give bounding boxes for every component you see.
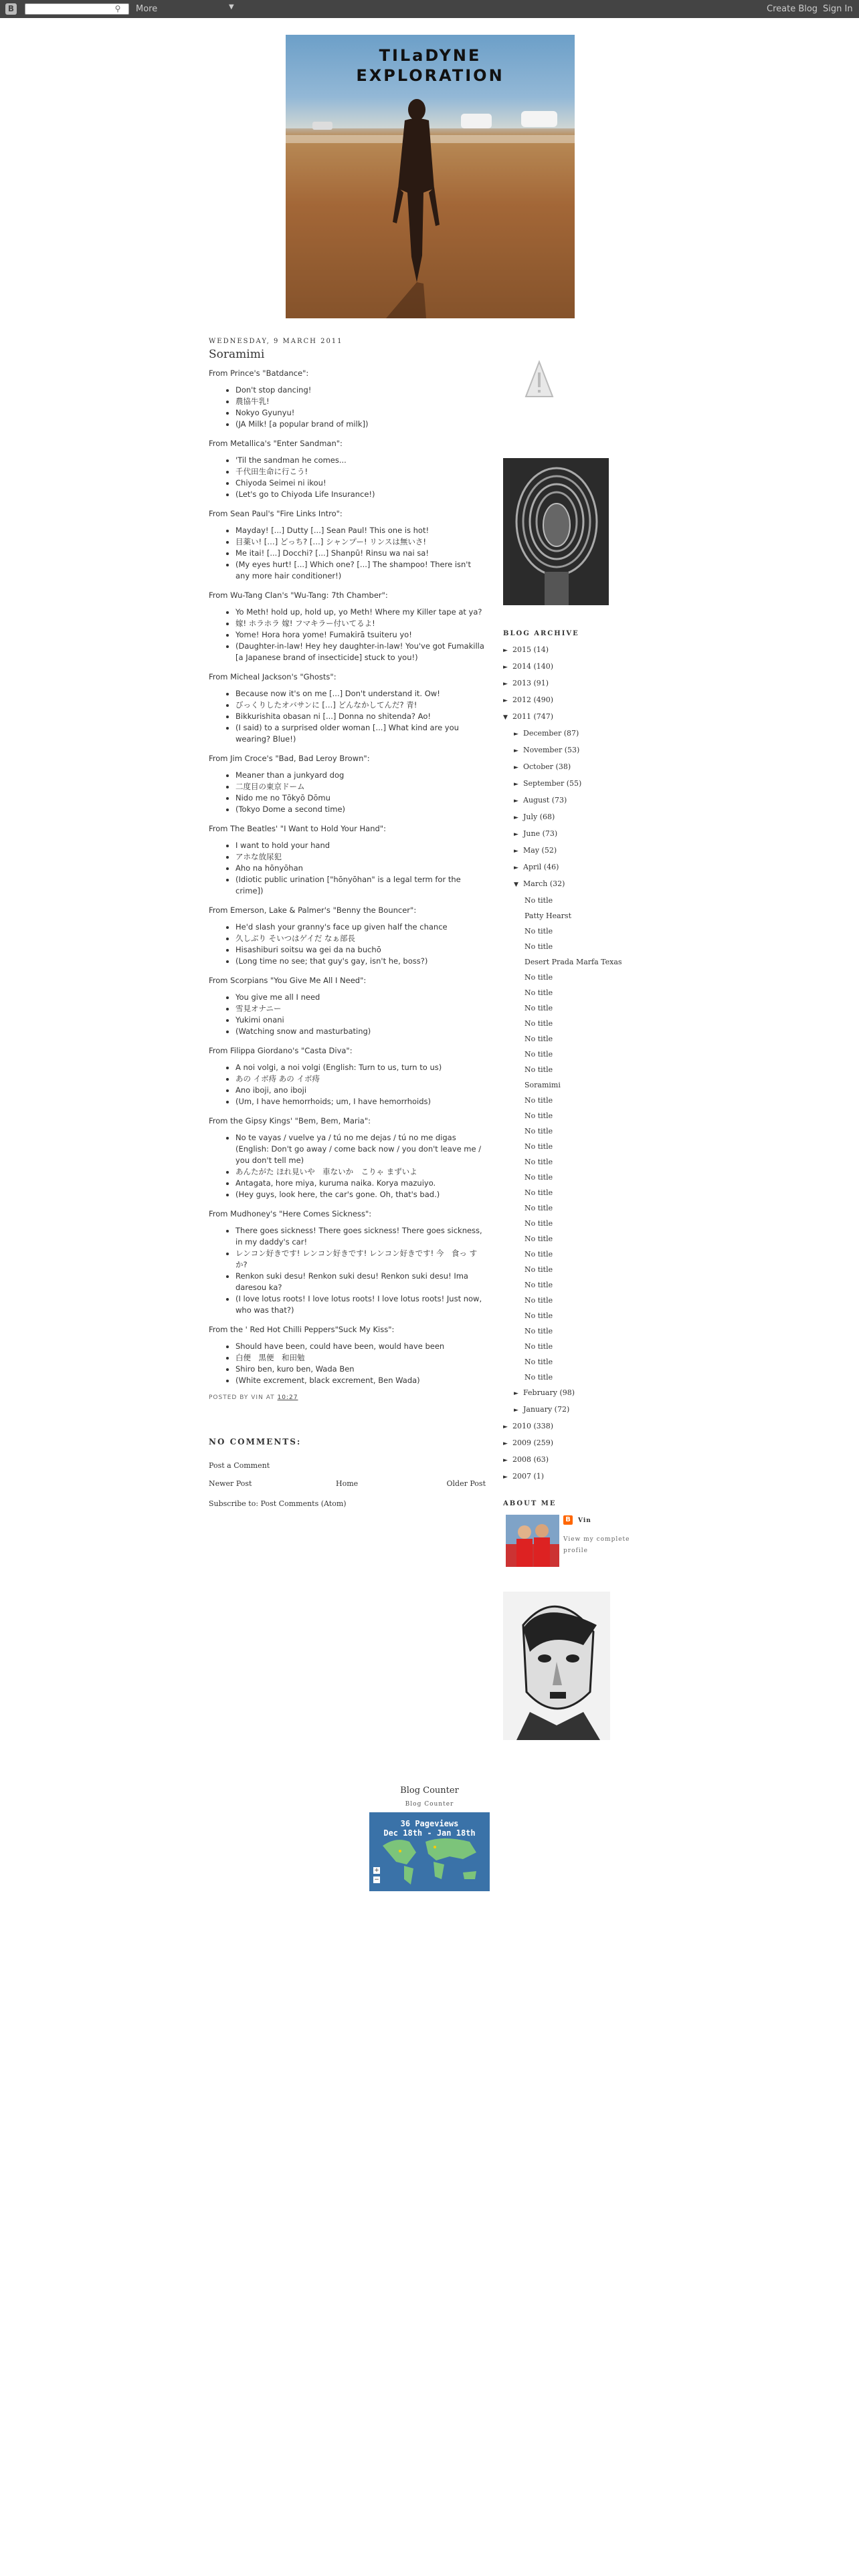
lyrics-line: • Antagata, hore miya, kuruma naika. Korya mazuiyo. bbox=[235, 1178, 486, 1189]
post-body bbox=[209, 368, 486, 1386]
archive-link[interactable]: 2013 bbox=[512, 679, 531, 687]
collapsed-toggle-icon[interactable]: ► bbox=[503, 1440, 508, 1447]
section-intro: From Mudhoney's "Here Comes Sickness": bbox=[209, 1209, 372, 1218]
lyrics-line: • Meaner than a junkyard dog bbox=[235, 770, 486, 781]
archive-count: (91) bbox=[533, 679, 549, 687]
lyrics-list bbox=[209, 607, 486, 663]
profile-name[interactable]: Vin bbox=[578, 1517, 591, 1524]
blog-header-image[interactable] bbox=[286, 35, 575, 318]
lyrics-line: • Because now it's on me [...] Don't understand it. Ow! bbox=[235, 688, 486, 700]
lyrics-line: • Yo Meth! hold up, hold up, yo Meth! Where my Killer tape at ya? bbox=[235, 607, 486, 618]
pageviews-map-widget[interactable] bbox=[369, 1812, 490, 1891]
archive-link[interactable]: 2009 bbox=[512, 1438, 531, 1447]
archive-link[interactable]: 2012 bbox=[512, 695, 531, 704]
archive-count: (32) bbox=[549, 879, 565, 888]
lyrics-line: • You give me all I need bbox=[235, 992, 486, 1003]
collapsed-toggle-icon[interactable]: ► bbox=[514, 748, 518, 754]
section-intro: From Filippa Giordano's "Casta Diva": bbox=[209, 1046, 353, 1055]
collapsed-toggle-icon[interactable]: ► bbox=[514, 1390, 518, 1397]
archive-year-2010 bbox=[503, 1418, 664, 1435]
navbar bbox=[0, 0, 859, 18]
create-blog-link[interactable]: Create Blog bbox=[767, 4, 818, 14]
archive-post-link[interactable]: No title bbox=[524, 1019, 553, 1028]
archive-post-link[interactable]: No title bbox=[524, 1342, 553, 1351]
post-author[interactable]: VIN bbox=[251, 1394, 264, 1401]
lyrics-line: • (Daughter-in-law! Hey hey daughter-in-law! You've got Fumakilla [a Japanese brand of insecticide] stuck to you!) bbox=[235, 641, 486, 663]
blog-counter-link[interactable]: Blog Counter bbox=[405, 1801, 454, 1808]
archive-link[interactable]: February bbox=[523, 1388, 557, 1397]
section-intro: From Prince's "Batdance": bbox=[209, 368, 309, 378]
lyrics-list bbox=[209, 455, 486, 500]
archive-year-2008 bbox=[503, 1452, 664, 1469]
archive-link[interactable]: November bbox=[523, 746, 563, 754]
lyrics-line: • (Um, I have hemorrhoids; um, I have hemorrhoids) bbox=[235, 1096, 486, 1107]
archive-link[interactable]: June bbox=[523, 829, 541, 838]
section-intro: From Metallica's "Enter Sandman": bbox=[209, 439, 343, 448]
lyrics-line: • No te vayas / vuelve ya / tú no me dejas / tú no me digas (English: Don't go away / come back now / you don't leave me / you don't tell me) bbox=[235, 1132, 486, 1166]
archive-post-link[interactable]: Desert Prada Marfa Texas bbox=[524, 958, 622, 966]
archive-count: (98) bbox=[559, 1388, 575, 1397]
collapsed-toggle-icon[interactable]: ► bbox=[514, 731, 518, 738]
section-intro: From the ' Red Hot Chilli Peppers"Suck My Kiss": bbox=[209, 1325, 395, 1334]
collapsed-toggle-icon[interactable]: ► bbox=[503, 647, 508, 654]
archive-count: (52) bbox=[541, 846, 557, 855]
archive-post-link[interactable]: No title bbox=[524, 1035, 553, 1043]
archive-link[interactable]: July bbox=[523, 813, 538, 821]
blog-title[interactable]: TILaDYNE EXPLORATION bbox=[356, 46, 504, 85]
post-timestamp-link[interactable]: 10:27 bbox=[277, 1394, 298, 1401]
lyrics-line: • (My eyes hurt! [...] Which one? [...] The shampoo! There isn't any more hair conditioner!) bbox=[235, 559, 486, 582]
lyrics-line: • 久しぶり そいつはゲイだ なぁ部長 bbox=[235, 933, 486, 944]
archive-post-link[interactable]: No title bbox=[524, 1158, 553, 1166]
post-comment-link[interactable]: Post a Comment bbox=[209, 1461, 270, 1470]
archive-year-2011 bbox=[503, 709, 664, 726]
collapsed-toggle-icon[interactable]: ► bbox=[514, 848, 518, 855]
collapsed-toggle-icon[interactable]: ► bbox=[514, 764, 518, 771]
lyrics-list bbox=[209, 770, 486, 815]
archive-link[interactable]: 2015 bbox=[512, 645, 531, 654]
archive-month-april bbox=[503, 859, 664, 876]
archive-link[interactable]: April bbox=[523, 863, 542, 871]
archive-link[interactable]: October bbox=[523, 762, 554, 771]
zoom-out-icon[interactable]: − bbox=[374, 1876, 379, 1883]
lyrics-line: • (Hey guys, look here, the car's gone. Oh, that's bad.) bbox=[235, 1189, 486, 1200]
archive-year-2012 bbox=[503, 692, 664, 709]
lyrics-list bbox=[209, 1341, 486, 1386]
archive-link[interactable]: September bbox=[523, 779, 565, 788]
archive-month-march bbox=[503, 876, 664, 893]
archive-post-link[interactable]: No title bbox=[524, 1219, 553, 1228]
at-label: AT bbox=[266, 1394, 275, 1401]
zoom-in-icon[interactable]: + bbox=[374, 1867, 379, 1874]
broken-image-icon bbox=[522, 358, 557, 403]
lyrics-list bbox=[209, 385, 486, 430]
lyrics-line: • あの イボ痔 あの イボ痔 bbox=[235, 1073, 486, 1085]
archive-post-link[interactable]: No title bbox=[524, 927, 553, 936]
lyrics-line: • 目薬い! […] どっち? […] シャンプー! リンスは無いさ! bbox=[235, 536, 486, 548]
section-intro: From the Gipsy Kings' "Bem, Bem, Maria": bbox=[209, 1116, 371, 1125]
archive-post-link[interactable]: No title bbox=[524, 1204, 553, 1212]
archive-month-may bbox=[503, 843, 664, 859]
lyrics-line: • 農協牛乳! bbox=[235, 396, 486, 407]
archive-post-link[interactable]: No title bbox=[524, 973, 553, 982]
lyrics-line: • 二度目の東京ドーム bbox=[235, 781, 486, 792]
collapsed-toggle-icon[interactable]: ► bbox=[503, 1474, 508, 1481]
lyrics-line: • Chiyoda Seimei ni ikou! bbox=[235, 477, 486, 489]
archive-year-2014 bbox=[503, 659, 664, 675]
lyrics-line: • (I said) to a surprised older woman [...] What kind are you wearing? Blue!) bbox=[235, 722, 486, 745]
lyrics-list bbox=[209, 992, 486, 1037]
lyrics-line: • I want to hold your hand bbox=[235, 840, 486, 851]
lyrics-line: • (Watching snow and masturbating) bbox=[235, 1026, 486, 1037]
archive-post-link[interactable]: No title bbox=[524, 1358, 553, 1366]
older-post-link[interactable]: Older Post bbox=[446, 1479, 486, 1488]
archive-count: (53) bbox=[564, 746, 580, 754]
archive-post-link[interactable]: No title bbox=[524, 1004, 553, 1012]
about-heading: ABOUT ME bbox=[503, 1500, 557, 1507]
archive-post-link[interactable]: No title bbox=[524, 1173, 553, 1182]
archive-post-link[interactable]: No title bbox=[524, 1111, 553, 1120]
archive-post-link[interactable]: No title bbox=[524, 1065, 553, 1074]
lyrics-line: • He'd slash your granny's face up given half the chance bbox=[235, 922, 486, 933]
collapsed-toggle-icon[interactable]: ► bbox=[514, 865, 518, 871]
lyrics-list bbox=[209, 525, 486, 582]
collapsed-toggle-icon[interactable]: ► bbox=[514, 781, 518, 788]
collapsed-toggle-icon[interactable]: ► bbox=[514, 1407, 518, 1414]
collapsed-toggle-icon[interactable]: ► bbox=[514, 831, 518, 838]
section-intro: From Scorpians "You Give Me All I Need": bbox=[209, 976, 367, 985]
archive-link[interactable]: 2010 bbox=[512, 1422, 531, 1430]
archive-month-october bbox=[503, 759, 664, 776]
lyrics-line: • (Tokyo Dome a second time) bbox=[235, 804, 486, 815]
pageviews-text bbox=[369, 1819, 490, 1838]
archive-month-august bbox=[503, 792, 664, 809]
lyrics-line: • Renkon suki desu! Renkon suki desu! Renkon suki desu! Ima daresou ka? bbox=[235, 1271, 486, 1293]
lyrics-line: • 白便 黒便 和田勉 bbox=[235, 1352, 486, 1364]
sign-in-link[interactable]: Sign In bbox=[823, 4, 853, 14]
archive-count: (38) bbox=[555, 762, 571, 771]
archive-month-july bbox=[503, 809, 664, 826]
lyrics-line: • Hisashiburi soitsu wa gei da na buchō bbox=[235, 944, 486, 956]
archive-post-link[interactable]: No title bbox=[524, 896, 553, 905]
archive-count: (87) bbox=[563, 729, 579, 738]
lyrics-line: • 千代田生命に行こう! bbox=[235, 466, 486, 477]
lyrics-line: • レンコン好きです! レンコン好きです! レンコン好きです! 今 食っ すか? bbox=[235, 1248, 486, 1271]
lyrics-line: • Yukimi onani bbox=[235, 1014, 486, 1026]
archive-post-link[interactable]: No title bbox=[524, 1281, 553, 1289]
main-column bbox=[209, 338, 486, 1508]
archive-post-link[interactable]: No title bbox=[524, 1311, 553, 1320]
archive-post-link[interactable]: No title bbox=[524, 1096, 553, 1105]
sculpture-head-image[interactable] bbox=[503, 458, 609, 605]
archive-year-2015 bbox=[503, 642, 664, 659]
archive-post-link[interactable]: No title bbox=[524, 1327, 553, 1335]
lyrics-list bbox=[209, 1062, 486, 1107]
lyrics-list bbox=[209, 1132, 486, 1200]
section-intro: From The Beatles' "I Want to Hold Your Hand": bbox=[209, 824, 386, 833]
archive-link[interactable]: January bbox=[523, 1405, 553, 1414]
post-footer bbox=[209, 1394, 486, 1401]
archive-post-link[interactable]: No title bbox=[524, 1142, 553, 1151]
archive-link[interactable]: 2014 bbox=[512, 662, 531, 671]
archive-post-link[interactable]: No title bbox=[524, 1250, 553, 1259]
archive-post-link[interactable]: No title bbox=[524, 1127, 553, 1136]
archive-month-september bbox=[503, 776, 664, 792]
blog-archive bbox=[503, 642, 664, 1485]
lyrics-line: • Should have been, could have been, would have been bbox=[235, 1341, 486, 1352]
lyrics-line: • (Long time no see; that guy's gay, isn't he, boss?) bbox=[235, 956, 486, 967]
profile-photo-art bbox=[506, 1515, 559, 1567]
archive-count: (63) bbox=[533, 1455, 549, 1464]
pageviews-range: Dec 18th - Jan 18th bbox=[383, 1828, 476, 1838]
archive-post-link[interactable]: Patty Hearst bbox=[524, 911, 572, 920]
lyrics-line: • 雪見オナニー bbox=[235, 1003, 486, 1014]
archive-post-link[interactable]: No title bbox=[524, 1265, 553, 1274]
archive-count: (747) bbox=[533, 712, 554, 721]
archive-count: (259) bbox=[533, 1438, 554, 1447]
archive-link[interactable]: August bbox=[523, 796, 550, 804]
archive-count: (140) bbox=[533, 662, 554, 671]
lyrics-line: • (JA Milk! [a popular brand of milk]) bbox=[235, 419, 486, 430]
collapsed-toggle-icon[interactable]: ► bbox=[503, 681, 508, 687]
collapsed-toggle-icon[interactable]: ► bbox=[503, 1457, 508, 1464]
archive-year-2013 bbox=[503, 675, 664, 692]
lyrics-line: • 'Til the sandman he comes... bbox=[235, 455, 486, 466]
archive-count: (14) bbox=[533, 645, 549, 654]
collapsed-toggle-icon[interactable]: ► bbox=[514, 798, 518, 804]
profile-photo[interactable] bbox=[506, 1515, 559, 1567]
lyrics-list bbox=[209, 840, 486, 897]
blogger-logo-icon[interactable]: B bbox=[5, 3, 17, 15]
lyrics-list bbox=[209, 922, 486, 967]
lyrics-line: • (Idiotic public urination ["hōnyōhan" is a legal term for the crime]) bbox=[235, 874, 486, 897]
lyrics-line: • Mayday! [...] Dutty [...] Sean Paul! This one is hot! bbox=[235, 525, 486, 536]
lyrics-line: • Me itai! [...] Docchi? [...] Shanpū! Rinsu wa nai sa! bbox=[235, 548, 486, 559]
lyrics-line: • (I love lotus roots! I love lotus roots! I love lotus roots! Just now, who was that?) bbox=[235, 1293, 486, 1316]
collapsed-toggle-icon[interactable]: ► bbox=[514, 815, 518, 821]
post-title: Soramimi bbox=[209, 348, 265, 361]
lyrics-line: • Yome! Hora hora yome! Fumakirā tsuiteru yo! bbox=[235, 629, 486, 641]
section-intro: From Jim Croce's "Bad, Bad Leroy Brown": bbox=[209, 754, 370, 763]
lyrics-line: • Nido me no Tōkyō Dōmu bbox=[235, 792, 486, 804]
archive-link[interactable]: March bbox=[523, 879, 548, 888]
lyrics-line: • あんたがた ほれ見いや 車ないか こりゃ まずいよ bbox=[235, 1166, 486, 1178]
lyrics-line: • アホな放尿犯 bbox=[235, 851, 486, 863]
lyrics-line: • A noi volgi, a noi volgi (English: Turn to us, turn to us) bbox=[235, 1062, 486, 1073]
expanded-toggle-icon[interactable]: ▼ bbox=[503, 714, 508, 721]
archive-link[interactable]: 2008 bbox=[512, 1455, 531, 1464]
archive-month-december bbox=[503, 726, 664, 742]
lyrics-line: • 嫁! ホラホラ 嫁! フマキラー付いてるよ! bbox=[235, 618, 486, 629]
lyrics-line: • Bikkurishita obasan ni [...] Donna no shitenda? Ao! bbox=[235, 711, 486, 722]
section-intro: From Sean Paul's "Fire Links Intro": bbox=[209, 509, 343, 518]
archive-count: (73) bbox=[551, 796, 567, 804]
archive-count: (68) bbox=[539, 813, 555, 821]
archive-count: (46) bbox=[543, 863, 559, 871]
archive-post-link[interactable]: No title bbox=[524, 1373, 553, 1382]
home-link[interactable]: Home bbox=[336, 1479, 359, 1488]
archive-month-june bbox=[503, 826, 664, 843]
chevron-down-icon[interactable]: ▼ bbox=[229, 3, 234, 11]
archive-count: (1) bbox=[533, 1472, 545, 1481]
archive-year-2007 bbox=[503, 1469, 664, 1485]
archive-post-link[interactable]: No title bbox=[524, 988, 553, 997]
archive-count: (490) bbox=[533, 695, 554, 704]
archive-heading: BLOG ARCHIVE bbox=[503, 630, 579, 637]
section-intro: From Wu-Tang Clan's "Wu-Tang: 7th Chamber": bbox=[209, 591, 388, 600]
collapsed-toggle-icon[interactable]: ► bbox=[503, 664, 508, 671]
archive-count: (72) bbox=[554, 1405, 570, 1414]
blog-counter-image[interactable]: Blog Counter bbox=[400, 1786, 459, 1796]
archive-post-link[interactable]: No title bbox=[524, 942, 553, 951]
archive-count: (338) bbox=[533, 1422, 554, 1430]
archive-link[interactable]: May bbox=[523, 846, 540, 855]
archive-count: (73) bbox=[542, 829, 558, 838]
subscribe-link[interactable]: Subscribe to: Post Comments (Atom) bbox=[209, 1499, 347, 1508]
section-intro: From Emerson, Lake & Palmer's "Benny the Bouncer": bbox=[209, 905, 417, 915]
archive-post-link[interactable]: No title bbox=[524, 1050, 553, 1059]
lyrics-line: • Aho na hōnyōhan bbox=[235, 863, 486, 874]
more-menu[interactable]: More bbox=[136, 4, 158, 14]
archive-year-2009 bbox=[503, 1435, 664, 1452]
lyrics-line: • There goes sickness! There goes sickness! There goes sickness, in my daddy's car! bbox=[235, 1225, 486, 1248]
search-icon[interactable]: ⚲ bbox=[114, 4, 121, 13]
lyrics-line: • (White excrement, black excrement, Ben Wada) bbox=[235, 1375, 486, 1386]
post-date: WEDNESDAY, 9 MARCH 2011 bbox=[209, 338, 343, 345]
lyrics-list bbox=[209, 1225, 486, 1316]
archive-link[interactable]: 2007 bbox=[512, 1472, 531, 1481]
archive-post-link[interactable]: No title bbox=[524, 1296, 553, 1305]
archive-post-link[interactable]: No title bbox=[524, 1188, 553, 1197]
caricature-art bbox=[503, 1592, 610, 1740]
lyrics-line: • Ano iboji, ano iboji bbox=[235, 1085, 486, 1096]
archive-post-link[interactable]: No title bbox=[524, 1235, 553, 1243]
sculpture-art bbox=[503, 458, 609, 605]
posted-by-label: POSTED BY bbox=[209, 1394, 249, 1401]
collapsed-toggle-icon[interactable]: ► bbox=[503, 1424, 508, 1430]
lyrics-line: • びっくりしたオバサンに […] どんなかしてんだ? 青! bbox=[235, 700, 486, 711]
archive-count: (55) bbox=[566, 779, 582, 788]
lyrics-line: • Don't stop dancing! bbox=[235, 385, 486, 396]
archive-link[interactable]: December bbox=[523, 729, 562, 738]
lyrics-line: • Nokyo Gyunyu! bbox=[235, 407, 486, 419]
section-intro: From Micheal Jackson's "Ghosts": bbox=[209, 672, 337, 681]
archive-post-link[interactable]: Soramimi bbox=[524, 1081, 561, 1089]
lyrics-list bbox=[209, 688, 486, 745]
lyrics-line: • Shiro ben, kuro ben, Wada Ben bbox=[235, 1364, 486, 1375]
comments-heading: NO COMMENTS: bbox=[209, 1437, 302, 1446]
archive-month-november bbox=[503, 742, 664, 759]
pageviews-count: 36 Pageviews bbox=[400, 1819, 459, 1828]
collapsed-toggle-icon[interactable]: ► bbox=[503, 697, 508, 704]
expanded-toggle-icon[interactable]: ▼ bbox=[514, 881, 518, 888]
view-profile-link[interactable]: View my complete profile bbox=[563, 1536, 630, 1554]
blog-pager bbox=[209, 1479, 486, 1493]
archive-month-january bbox=[503, 1402, 664, 1418]
caricature-image[interactable] bbox=[503, 1592, 610, 1740]
lyrics-line: • (Let's go to Chiyoda Life Insurance!) bbox=[235, 489, 486, 500]
archive-link[interactable]: 2011 bbox=[512, 712, 531, 721]
newer-post-link[interactable]: Newer Post bbox=[209, 1479, 252, 1488]
blogger-profile-icon: B bbox=[563, 1515, 573, 1525]
archive-month-february bbox=[503, 1385, 664, 1402]
